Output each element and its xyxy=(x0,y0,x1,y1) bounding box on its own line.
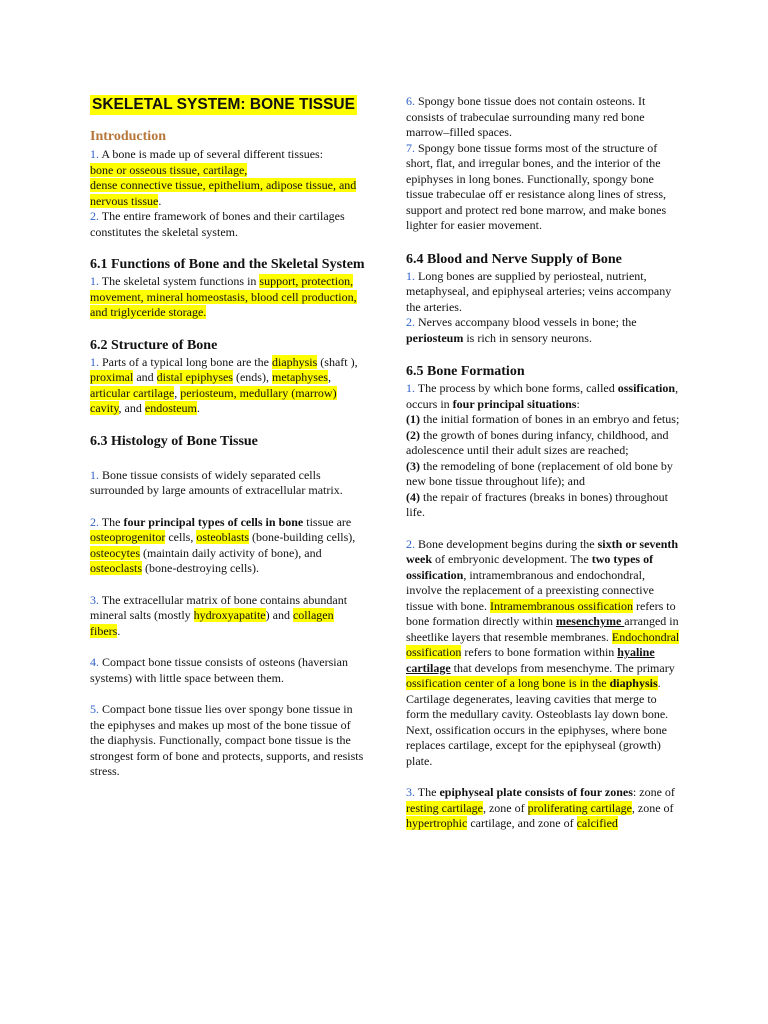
document-title: SKELETAL SYSTEM: BONE TISSUE xyxy=(92,96,355,113)
s65-paragraph-2: 2. Bone development begins during the sixth or seventh week of embryonic development. The two types of ossification, intramembranous and endochondral, involve the replacement of a preexisting connective tissue with bone. Intramembranous ossification refers to bone formation directly within mesenchyme arranged in sheetlike layers that resemble membranes. Endochondral ossification refers to bone formation within hyaline cartilage that develops from mesenchyme. The primary ossification center of a long bone is in the diaphysis. Cartilage degenerates, leaving cavities that merge to form the medullary cavity. Osteoblasts lay down bone. Next, ossification occurs in the epiphyses, where bone replaces cartilage, except for the epiphyseal (growth) plate. xyxy=(406,536,680,768)
section-6-4-heading: 6.4 Blood and Nerve Supply of Bone xyxy=(406,251,622,267)
s65-paragraph-1: 1. The process by which bone forms, called ossification, occurs in four principal situations: (1) the initial formation of bones in an embryo and fetus; (2) the growth of bones during infancy, childhood, and adolescence until their adult sizes are reached; (3) the remodeling of bone (replacement of old bone by new bone tissue throughout life); and (4) the repair of fractures (breaks in bones) throughout life. xyxy=(406,381,680,519)
intro-paragraph-1: 1. A bone is made up of several different tissues: bone or osseous tissue, cartilage, dense connective tissue, epithelium, adipose tissue, and nervous tissue. xyxy=(90,147,357,208)
s63-paragraph-7: 7. Spongy bone tissue forms most of the structure of short, flat, and irregular bones, and the interior of the epiphyses in long bones. Functionally, spongy bone tissue trabeculae off er resistance along lines of stress, support and protect red bone marrow, and make bones lighter for easier movement. xyxy=(406,140,667,232)
right-column xyxy=(406,94,682,832)
s64-paragraph-2: 2. Nerves accompany blood vessels in bone; the periosteum is rich in sensory neurons. xyxy=(406,315,637,345)
section-6-3-heading: 6.3 Histology of Bone Tissue xyxy=(90,433,258,449)
s62-paragraph-1: 1. Parts of a typical long bone are the diaphysis (shaft ), proximal and distal epiphyses (ends), metaphyses, articular cartilage, periosteum, medullary (marrow) cavity, and endosteum. xyxy=(90,354,358,415)
section-6-1-heading: 6.1 Functions of Bone and the Skeletal System xyxy=(90,257,365,272)
s64-paragraph-1: 1. Long bones are supplied by periosteal, nutrient, metaphyseal, and epiphyseal arteries; veins accompany the arteries. xyxy=(406,268,672,314)
introduction-heading: Introduction xyxy=(90,128,166,144)
section-6-2-heading: 6.2 Structure of Bone xyxy=(90,337,218,353)
s63-paragraph-4: 4. Compact bone tissue consists of osteons (haversian systems) with little space between them. xyxy=(90,655,348,685)
left-column xyxy=(90,90,366,780)
s63-paragraph-5: 5. Compact bone tissue lies over spongy bone tissue in the epiphyses and makes up most of the bone tissue of the diaphysis. Functionally, compact bone tissue is the strongest form of bone and protects, supports, and resists stress. xyxy=(90,702,364,778)
s63-paragraph-6: 6. Spongy bone tissue does not contain osteons. It consists of trabeculae surrounding many red bone marrow–filled spaces. xyxy=(406,94,646,139)
s65-paragraph-3: 3. The epiphyseal plate consists of four zones: zone of resting cartilage, zone of proliferating cartilage, zone of hypertrophic cartilage, and zone of calcified xyxy=(406,785,675,830)
s63-paragraph-3: 3. The extracellular matrix of bone contains abundant mineral salts (mostly hydroxyapatite) and collagen fibers. xyxy=(90,592,348,638)
s61-paragraph-1: 1. The skeletal system functions in support, protection, movement, mineral homeostasis, blood cell production, and triglyceride storage. xyxy=(90,274,357,319)
s63-paragraph-1: 1. Bone tissue consists of widely separated cells surrounded by large amounts of extracellular matrix. xyxy=(90,467,343,497)
section-6-5-heading: 6.5 Bone Formation xyxy=(406,364,525,379)
intro-paragraph-2: 2. The entire framework of bones and their cartilages constitutes the skeletal system. xyxy=(90,209,345,239)
s63-paragraph-2: 2. The four principal types of cells in bone tissue are osteoprogenitor cells, osteoblasts (bone-building cells), osteocytes (maintain daily activity of bone), and osteoclasts (bone-destroying cells). xyxy=(90,514,356,575)
